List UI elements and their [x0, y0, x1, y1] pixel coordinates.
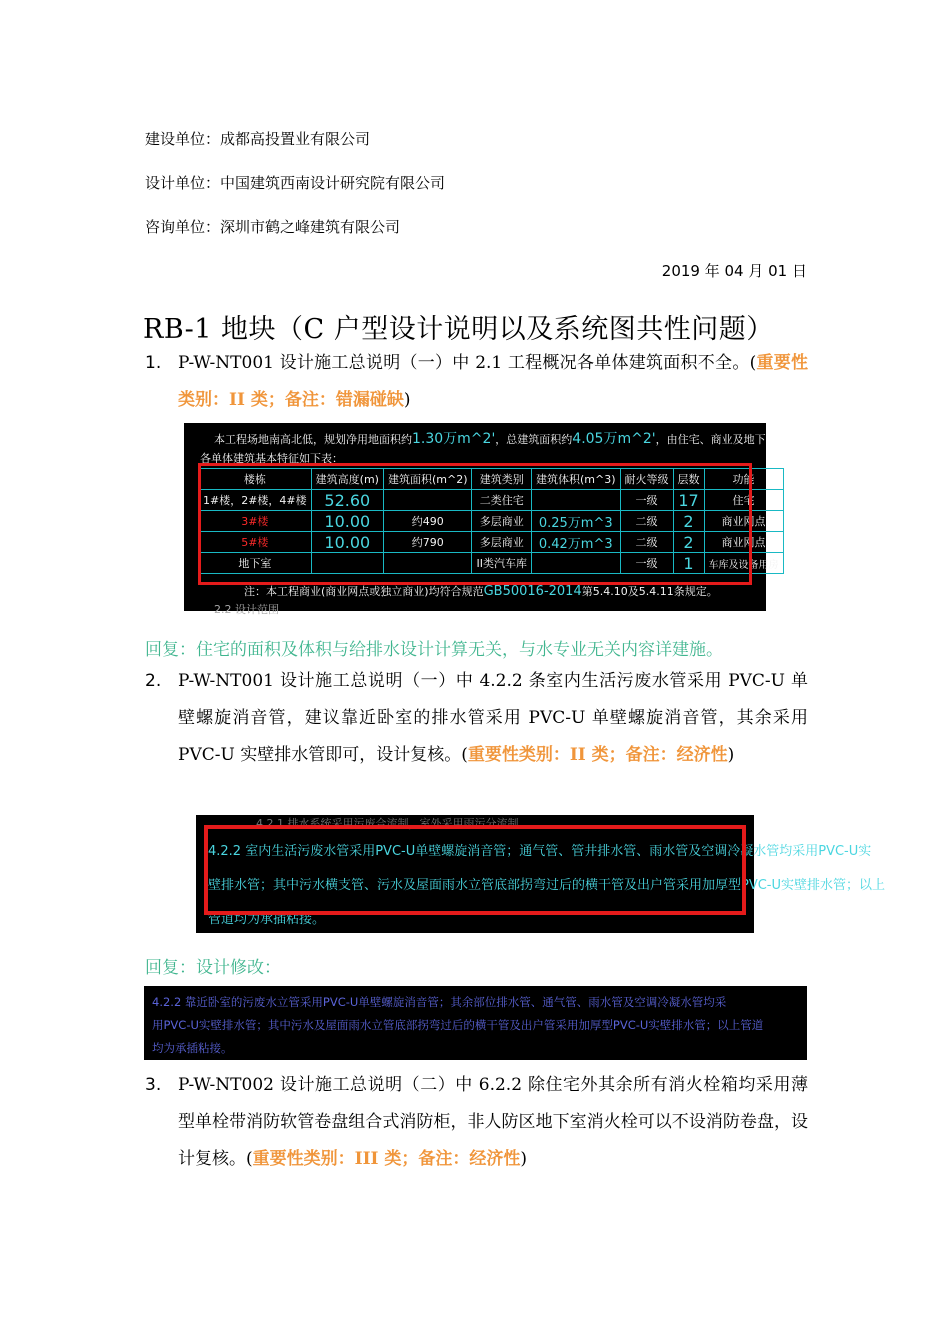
- table-cell: 地下室: [199, 553, 312, 574]
- issue-item-3: [145, 1067, 808, 1178]
- importance-label: 重要性类别：II 类；备注：经济性: [467, 745, 728, 765]
- table-cell: 17: [673, 490, 704, 511]
- table-cell: 1: [673, 553, 704, 574]
- table-cell: 二级: [620, 511, 673, 532]
- cad-text-line: 4.2.2 室内生活污废水管采用PVC-U单壁螺旋消音管；通气管、管井排水管、雨水管及空调冷凝水管均采用PVC-U实: [208, 844, 872, 859]
- table-cell: II类汽车库: [472, 553, 532, 574]
- table-header-cell: 建筑体积(m^3): [531, 469, 620, 490]
- table-cell: 住宅: [704, 490, 783, 511]
- table-cell: 多层商业: [472, 532, 532, 553]
- cad-text-line: 4.2.2 靠近卧室的污废水立管采用PVC-U单壁螺旋消音管；其余部位排水管、通气管、雨水管及空调冷凝水管均采: [152, 995, 727, 1009]
- table-cell: 商业网点: [704, 532, 783, 553]
- document-date: 2019 年 04 月 01 日: [661, 262, 807, 280]
- table-cell: 二类住宅: [472, 490, 532, 511]
- table-cell: 0.25万m^3: [531, 511, 620, 532]
- table-header-cell: 建筑高度(m): [311, 469, 383, 490]
- table-header-cell: 楼栋: [199, 469, 312, 490]
- issue-text: P-W-NT001 设计施工总说明（一）中 2.1 工程概况各单体建筑面积不全。(: [178, 353, 757, 373]
- cad-text-line: 均为承插粘接。: [152, 1041, 233, 1055]
- cad-overview-line: 本工程场地南高北低，规划净用地面积约1.30万m^2'，总建筑面积约4.05万m^2'，由住宅、商业及地下: [214, 431, 766, 447]
- table-header-cell: 层数: [673, 469, 704, 490]
- issue-text: P-W-NT002 设计施工总说明（二）中 6.2.2 除住宅外其余所有消火栓箱均采用薄型单栓带消防软管卷盘组合式消防柜，非人防区地下室消火栓可以不设消防卷盘，设计复核。(: [178, 1075, 808, 1169]
- close-paren: ): [403, 390, 411, 410]
- reply-2: 回复：设计修改：: [145, 958, 281, 978]
- issue-number: 2.: [145, 671, 162, 691]
- table-header-cell: 功能: [704, 469, 783, 490]
- cad-text-line: 用PVC-U实壁排水管；其中污水及屋面雨水立管底部拐弯过后的横干管及出户管采用加厚型PVC-U实壁排水管；以上管道: [152, 1018, 764, 1032]
- issue-number: 1.: [145, 353, 162, 373]
- design-unit: 设计单位：中国建筑西南设计研究院有限公司: [145, 174, 446, 192]
- cad-cut-text: 4.2.1 排水系统采用污废合流制，室外采用雨污分流制……: [256, 817, 541, 830]
- table-cell: 10.00: [311, 532, 383, 553]
- table-cell: 3#楼: [199, 511, 312, 532]
- table-cell: 1#楼，2#楼，4#楼: [199, 490, 312, 511]
- cad-table-caption: 各单体建筑基本特征如下表：: [200, 452, 343, 465]
- importance-label: 重要性类别：II 类；备注：错漏碰缺: [178, 353, 809, 410]
- table-header-cell: 建筑面积(m^2): [383, 469, 472, 490]
- issue-item-2: [145, 663, 808, 774]
- highlight-box: [204, 825, 746, 915]
- consulting-unit: 咨询单位：深圳市鹤之峰建筑有限公司: [145, 218, 401, 236]
- table-cell: 约490: [383, 511, 472, 532]
- reply-1: 回复：住宅的面积及体积与给排水设计计算无关，与水专业无关内容详建施。: [145, 640, 723, 660]
- cad-screenshot-drainage-revised: [144, 986, 807, 1060]
- table-cell: 0.42万m^3: [531, 532, 620, 553]
- table-cell: 商业网点: [704, 511, 783, 532]
- cad-cut-text: 2.2 设计范围: [214, 603, 279, 616]
- highlight-box: [198, 463, 752, 585]
- table-cell: 10.00: [311, 511, 383, 532]
- cad-note: 注：本工程商业(商业网点或独立商业)均符合规范GB50016-2014第5.4.10及5.4.11条规定。: [244, 584, 718, 599]
- table-header-cell: 建筑类别: [472, 469, 532, 490]
- table-cell: 二级: [620, 532, 673, 553]
- table-cell: 多层商业: [472, 511, 532, 532]
- cad-screenshot-drainage-original: [196, 815, 886, 933]
- cad-text-line: 管道均为承插粘接。: [208, 912, 326, 927]
- close-paren: ): [727, 745, 735, 765]
- table-cell: 约790: [383, 532, 472, 553]
- table-cell: 一级: [620, 553, 673, 574]
- table-cell: 车库及设备用房: [704, 553, 783, 574]
- table-cell: 2: [673, 511, 704, 532]
- table-cell: 2: [673, 532, 704, 553]
- issue-number: 3.: [145, 1075, 162, 1095]
- importance-label: 重要性类别：III 类；备注：经济性: [252, 1149, 521, 1169]
- cad-screenshot-project-overview: [184, 423, 779, 616]
- table-cell: 52.60: [311, 490, 383, 511]
- issue-item-1: [145, 345, 808, 419]
- table-cell: 一级: [620, 490, 673, 511]
- issue-text: P-W-NT001 设计施工总说明（一）中 4.2.2 条室内生活污废水管采用 PVC-U 单壁螺旋消音管，建议靠近卧室的排水管采用 PVC-U 单壁螺旋消音管，其余采用 PVC-U 实壁排水管即可，设计复核。(: [178, 671, 808, 765]
- page-title: RB-1 地块（C 户型设计说明以及系统图共性问题）: [143, 314, 774, 345]
- cad-text-line: 壁排水管；其中污水横支管、污水及屋面雨水立管底部拐弯过后的横干管及出户管采用加厚型PVC-U实壁排水管；以上: [208, 878, 886, 893]
- construction-unit: 建设单位：成都高投置业有限公司: [145, 130, 371, 148]
- table-header-cell: 耐火等级: [620, 469, 673, 490]
- table-cell: 5#楼: [199, 532, 312, 553]
- close-paren: ): [520, 1149, 528, 1169]
